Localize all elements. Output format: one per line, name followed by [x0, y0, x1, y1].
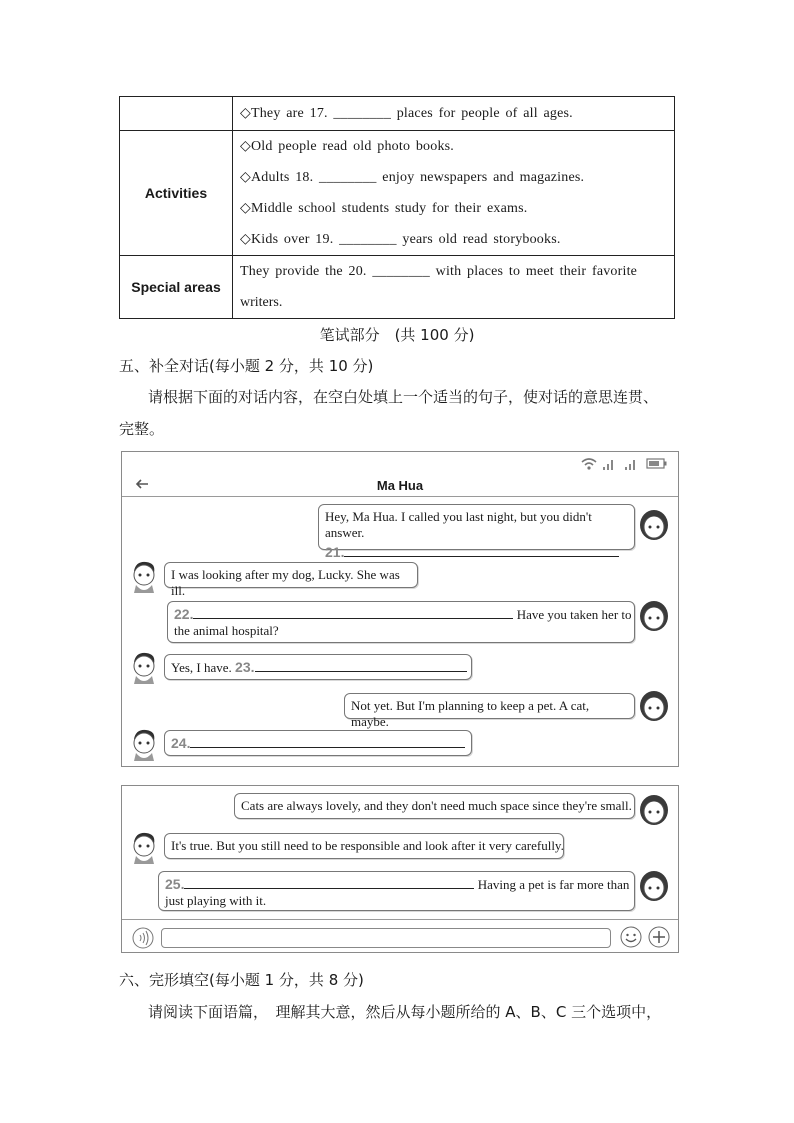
table-line: writers.: [240, 295, 283, 310]
boy-avatar-icon: [128, 727, 160, 761]
section6-instruction: 请阅读下面语篇， 理解其大意，然后从每小题所给的 A、B、C 三个选项中，: [148, 1003, 662, 1021]
message-text: Yes, I have.: [171, 660, 232, 675]
table-line: ◇Old people read old photo books.: [240, 139, 455, 154]
message-text: Have you taken her to: [516, 607, 632, 622]
header-divider: [122, 496, 678, 497]
section5-instruction-cont: 完整。: [119, 420, 165, 438]
written-part-heading: 笔试部分 (共 100 分): [319, 326, 475, 344]
table-line: They provide the 20. ________ with places to meet their favorite: [240, 264, 638, 279]
table-row: [120, 97, 675, 131]
message-text: Hey, Ma Hua. I called you last night, but you didn't answer.: [325, 509, 592, 540]
message-bubble-left: [164, 654, 472, 680]
battery-icon: [646, 458, 668, 470]
boy-avatar-icon: [128, 830, 160, 864]
girl-avatar-icon: [638, 688, 670, 722]
boy-avatar-icon: [128, 559, 160, 593]
signal-icon: [602, 457, 616, 471]
question-number: 22.: [174, 606, 194, 622]
question-number: 23.: [235, 659, 255, 675]
special-areas-label: Special areas: [120, 256, 233, 319]
table-row: [120, 131, 675, 256]
girl-avatar-icon: [638, 507, 670, 541]
wifi-icon: [580, 456, 598, 472]
voice-icon[interactable]: [132, 927, 154, 949]
answer-blank[interactable]: [344, 544, 619, 557]
answer-blank[interactable]: [190, 735, 465, 748]
input-bar-divider: [122, 919, 678, 920]
message-bubble-left: [164, 562, 418, 598]
message-text: just playing with it.: [165, 893, 267, 908]
table-line: ◇Middle school students study for their exams.: [240, 201, 528, 216]
contact-name: Ma Hua: [376, 478, 424, 493]
table-row: [120, 256, 675, 319]
message-bubble-right: [234, 793, 635, 819]
message-text: It's true. But you still need to be responsible and look after it very carefully.: [171, 838, 564, 853]
message-text: the animal hospital?: [174, 623, 279, 638]
message-bubble-right: [318, 504, 635, 560]
answer-blank[interactable]: [193, 606, 513, 619]
girl-avatar-icon: [638, 598, 670, 632]
section5-title: 五、补全对话(每小题 2 分，共 10 分): [119, 357, 374, 375]
boy-avatar-icon: [128, 650, 160, 684]
message-text: Having a pet is far more than: [477, 877, 630, 892]
question-number: 24.: [171, 735, 191, 751]
smiley-icon[interactable]: [620, 926, 642, 948]
section6-title: 六、完形填空(每小题 1 分，共 8 分): [119, 971, 364, 989]
chat-window: [121, 451, 679, 767]
table-line: ◇Adults 18. ________ enjoy newspapers and magazines.: [240, 170, 585, 185]
signal-icon: [624, 457, 638, 471]
info-table: [119, 96, 675, 319]
question-number: 21.: [325, 544, 345, 560]
answer-blank[interactable]: [255, 659, 467, 672]
status-bar: [580, 456, 670, 472]
message-bubble-left: [164, 730, 472, 756]
message-text: Not yet. But I'm planning to keep a pet. A cat, maybe.: [351, 698, 590, 729]
message-bubble-left: [164, 833, 564, 859]
plus-icon[interactable]: [648, 926, 670, 948]
message-input[interactable]: [161, 928, 611, 948]
message-text: I was looking after my dog, Lucky. She was ill.: [171, 567, 400, 598]
message-bubble-right: [344, 693, 635, 729]
table-line: ◇Kids over 19. ________ years old read storybooks.: [240, 232, 561, 247]
section5-instruction: 请根据下面的对话内容，在空白处填上一个适当的句子，使对话的意思连贯、: [148, 388, 659, 406]
chat-window-continued: [121, 785, 679, 953]
activities-label: Activities: [120, 131, 233, 256]
message-text: Cats are always lovely, and they don't need much space since they're small.: [241, 798, 632, 813]
message-bubble-right: [167, 601, 635, 643]
question-number: 25.: [165, 876, 185, 892]
answer-blank[interactable]: [184, 876, 474, 889]
girl-avatar-icon: [638, 868, 670, 902]
table-line: ◇They are 17. ________ places for people of all ages.: [240, 106, 573, 121]
girl-avatar-icon: [638, 792, 670, 826]
message-bubble-right: [158, 871, 635, 911]
